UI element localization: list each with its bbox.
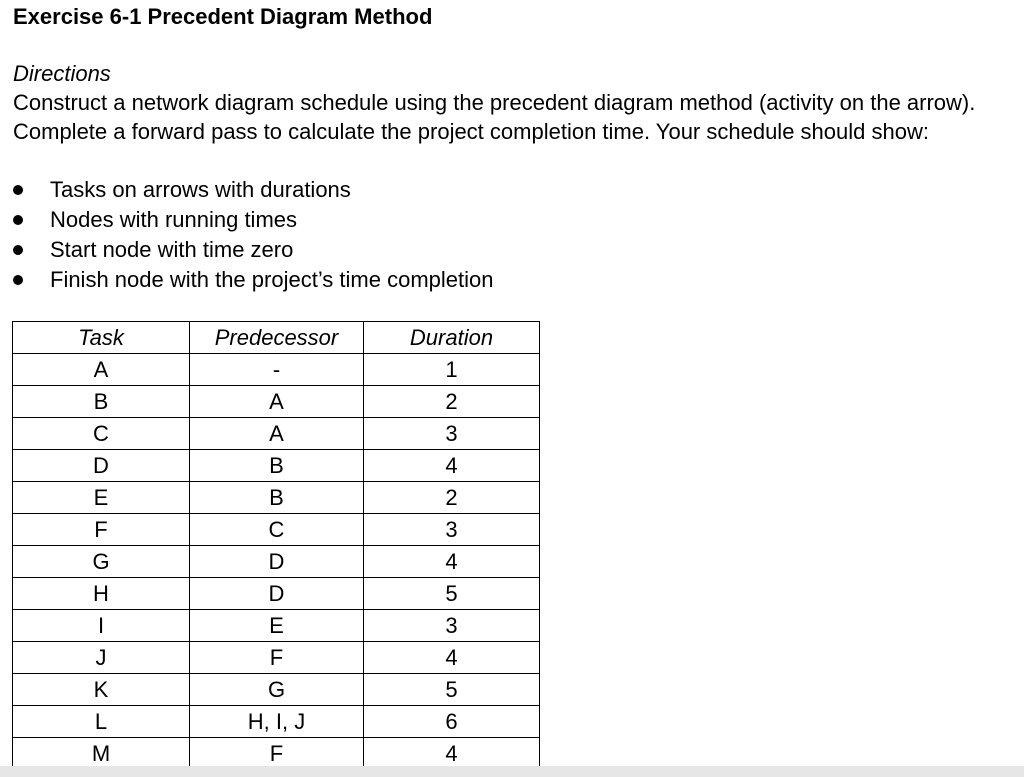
table-header-row <box>13 322 540 354</box>
table-row <box>13 386 540 418</box>
predecessor-cell: F <box>190 642 364 674</box>
table-row <box>13 610 540 642</box>
list-item-text: Finish node with the project’s time completion <box>50 267 494 292</box>
page-title: Exercise 6-1 Precedent Diagram Method <box>13 4 433 29</box>
table-row <box>13 418 540 450</box>
predecessor-cell: - <box>190 354 364 386</box>
table-row <box>13 450 540 482</box>
predecessor-cell: F <box>190 738 364 770</box>
list-item-text: Start node with time zero <box>50 237 294 262</box>
predecessor-cell: D <box>190 546 364 578</box>
directions-heading: Directions <box>13 61 111 86</box>
duration-cell: 5 <box>364 578 540 610</box>
duration-cell: 3 <box>364 418 540 450</box>
predecessor-cell: C <box>190 514 364 546</box>
duration-cell: 4 <box>364 738 540 770</box>
task-cell: F <box>13 514 190 546</box>
directions-text: Construct a network diagram schedule using the precedent diagram method (activity on the arrow). Complete a forward pass to calculate the project completion time. Your schedule should show: <box>13 90 976 144</box>
task-cell: B <box>13 386 190 418</box>
list-item-text: Nodes with running times <box>50 207 298 232</box>
column-header-task: Task <box>13 322 190 354</box>
task-cell: G <box>13 546 190 578</box>
duration-cell: 6 <box>364 706 540 738</box>
task-cell: D <box>13 450 190 482</box>
bullet-icon <box>13 275 23 285</box>
task-cell: M <box>13 738 190 770</box>
duration-cell: 1 <box>364 354 540 386</box>
bullet-icon <box>13 245 23 255</box>
table-row <box>13 738 540 770</box>
table-row <box>13 578 540 610</box>
predecessor-cell: A <box>190 386 364 418</box>
list-item-text: Tasks on arrows with durations <box>50 177 351 202</box>
duration-cell: 3 <box>364 514 540 546</box>
duration-cell: 4 <box>364 546 540 578</box>
table-row <box>13 706 540 738</box>
column-header-duration: Duration <box>364 322 540 354</box>
bullet-icon <box>13 215 23 225</box>
predecessor-cell: G <box>190 674 364 706</box>
duration-cell: 4 <box>364 642 540 674</box>
predecessor-cell: D <box>190 578 364 610</box>
predecessor-cell: H, I, J <box>190 706 364 738</box>
table-row <box>13 642 540 674</box>
table-row <box>13 514 540 546</box>
duration-cell: 2 <box>364 482 540 514</box>
task-cell: E <box>13 482 190 514</box>
duration-cell: 4 <box>364 450 540 482</box>
duration-cell: 2 <box>364 386 540 418</box>
task-cell: L <box>13 706 190 738</box>
task-table <box>12 321 540 770</box>
bottom-divider <box>0 766 1024 777</box>
predecessor-cell: B <box>190 482 364 514</box>
table-row <box>13 354 540 386</box>
predecessor-cell: B <box>190 450 364 482</box>
table-row <box>13 482 540 514</box>
task-cell: H <box>13 578 190 610</box>
bullet-icon <box>13 185 23 195</box>
table-row <box>13 546 540 578</box>
duration-cell: 3 <box>364 610 540 642</box>
task-cell: I <box>13 610 190 642</box>
task-cell: A <box>13 354 190 386</box>
column-header-predecessor: Predecessor <box>190 322 364 354</box>
predecessor-cell: A <box>190 418 364 450</box>
table-row <box>13 674 540 706</box>
task-cell: K <box>13 674 190 706</box>
task-cell: J <box>13 642 190 674</box>
duration-cell: 5 <box>364 674 540 706</box>
task-cell: C <box>13 418 190 450</box>
predecessor-cell: E <box>190 610 364 642</box>
